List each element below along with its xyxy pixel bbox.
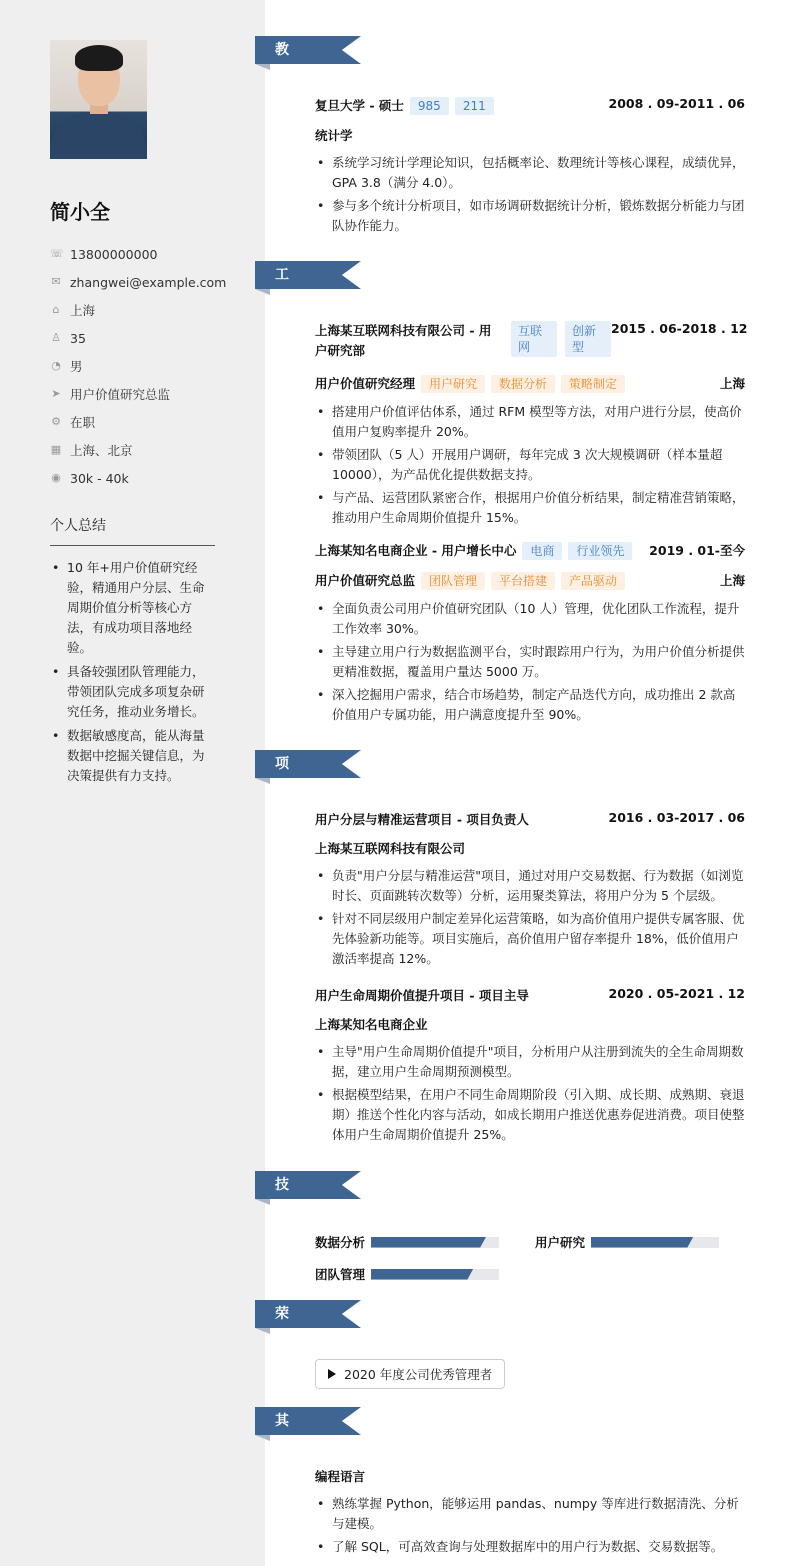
education-date: 2008 . 09-2011 . 06 bbox=[608, 96, 745, 111]
project-org: 上海某互联网科技有限公司 bbox=[315, 841, 466, 856]
project-item: • 负责"用户分层与精准运营"项目，通过对用户交易数据、行为数据（如浏览时长、页面跳转次数等）分析，运用聚类算法，将用户分为 5 个层级。 bbox=[315, 866, 745, 906]
other-title: 编程语言 bbox=[315, 1469, 366, 1484]
role-title: 用户价值研究总监 bbox=[315, 573, 416, 588]
skill bbox=[315, 1233, 499, 1251]
company-tag: 行业领先 bbox=[568, 542, 632, 560]
contact-row bbox=[50, 464, 250, 492]
contact-row bbox=[50, 268, 250, 296]
project-title: 用户生命周期价值提升项目 - 项目主导 bbox=[315, 988, 529, 1003]
project-entry bbox=[315, 810, 745, 972]
candidate-name: 简小全 bbox=[50, 200, 110, 224]
education-item: • 参与多个统计分析项目，如市场调研数据统计分析，锻炼数据分析能力与团队协作能力。 bbox=[315, 196, 745, 236]
work-entry bbox=[315, 541, 745, 728]
other-item: • 熟练掌握 Python，能够运用 pandas、numpy 等库进行数据清洗、分析与建模。 bbox=[315, 1494, 745, 1534]
home-icon: ⌂ bbox=[52, 303, 60, 316]
work-date: 2015 . 06-2018 . 12 bbox=[611, 321, 748, 336]
contact-text: 上海、北京 bbox=[70, 443, 133, 458]
skill bbox=[535, 1233, 719, 1251]
role-tag: 产品驱动 bbox=[561, 572, 625, 590]
work-item: • 带领团队（5 人）开展用户调研，每年完成 3 次大规模调研（样本量超 10000），为产品优化提供数据支持。 bbox=[315, 445, 745, 485]
contact-text: 上海 bbox=[70, 303, 96, 318]
summary-item: • 10 年+用户价值研究经验，精通用户分层、生命周期价值分析等核心方法，有成功项目落地经验。 bbox=[50, 558, 215, 658]
status-icon: ⚙ bbox=[51, 415, 61, 428]
role-tag: 用户研究 bbox=[421, 375, 485, 393]
education-entry bbox=[315, 96, 745, 239]
project-org: 上海某知名电商企业 bbox=[315, 1017, 428, 1032]
work-item: • 全面负责公司用户价值研究团队（10 人）管理，优化团队工作流程，提升工作效率 30%。 bbox=[315, 599, 745, 639]
contact-row bbox=[50, 324, 250, 352]
project-date: 2020 . 05-2021 . 12 bbox=[608, 986, 745, 1001]
project-date: 2016 . 03-2017 . 06 bbox=[608, 810, 745, 825]
company-tag: 互联网 bbox=[511, 321, 557, 357]
contact-text: 用户价值研究总监 bbox=[70, 387, 171, 402]
other-entry bbox=[315, 1467, 745, 1560]
project-title: 用户分层与精准运营项目 - 项目负责人 bbox=[315, 812, 529, 827]
gender-icon: ◔ bbox=[51, 359, 61, 372]
role-tag: 数据分析 bbox=[491, 375, 555, 393]
school-tag: 985 bbox=[410, 97, 449, 115]
skill-name: 数据分析 bbox=[315, 1235, 366, 1250]
project-item: • 针对不同层级用户制定差异化运营策略，如为高价值用户提供专属客服、优先体验新功能等。项目实施后，高价值用户留存率提升 18%，低价值用户激活率提高 12%。 bbox=[315, 909, 745, 969]
award-badge bbox=[315, 1359, 505, 1389]
summary-list bbox=[50, 558, 215, 790]
summary-item: • 数据敏感度高，能从海量数据中挖掘关键信息，为决策提供有力支持。 bbox=[50, 726, 215, 786]
project-entry bbox=[315, 986, 745, 1148]
contact-list bbox=[50, 240, 250, 492]
project-item: • 根据模型结果，在用户不同生命周期阶段（引入期、成长期、成熟期、衰退期）推送个性化内容与活动，如成长期用户推送优惠券促进消费。项目使整体用户生命周期价值提升 25%。 bbox=[315, 1085, 745, 1145]
company-tag: 电商 bbox=[522, 542, 562, 560]
company-tag: 创新型 bbox=[565, 321, 611, 357]
phone-icon: ☏ bbox=[50, 247, 64, 260]
skill-name: 团队管理 bbox=[315, 1267, 366, 1282]
play-icon bbox=[328, 1369, 336, 1379]
contact-text: 35 bbox=[70, 330, 86, 346]
company-name: 上海某互联网科技有限公司 - 用户研究部 bbox=[315, 323, 492, 358]
award-text: 2020 年度公司优秀管理者 bbox=[344, 1367, 493, 1382]
contact-row bbox=[50, 408, 250, 436]
skill-bar bbox=[371, 1237, 499, 1248]
skill bbox=[315, 1265, 499, 1283]
work-item: • 搭建用户价值评估体系，通过 RFM 模型等方法，对用户进行分层，使高价值用户复购率提升 20%。 bbox=[315, 402, 745, 442]
contact-text: zhangwei@example.com bbox=[70, 274, 227, 290]
other-item: • 了解 SQL，可高效查询与处理数据库中的用户行为数据、交易数据等。 bbox=[315, 1537, 745, 1557]
skill-bar bbox=[371, 1269, 499, 1280]
role-tag: 策略制定 bbox=[561, 375, 625, 393]
major: 统计学 bbox=[315, 128, 353, 143]
school-name: 复旦大学 - 硕士 bbox=[315, 98, 404, 113]
contact-text: 30k - 40k bbox=[70, 470, 129, 486]
age-icon: ♙ bbox=[51, 331, 61, 344]
contact-text: 13800000000 bbox=[70, 246, 158, 262]
work-item: • 深入挖掘用户需求，结合市场趋势，制定产品迭代方向，成功推出 2 款高价值用户专属功能，用户满意度提升至 90%。 bbox=[315, 685, 745, 725]
salary-icon: ◉ bbox=[51, 471, 61, 484]
skill-name: 用户研究 bbox=[535, 1235, 586, 1250]
summary-title: 个人总结 bbox=[50, 515, 215, 546]
contact-text: 在职 bbox=[70, 415, 96, 430]
avatar bbox=[50, 40, 147, 159]
company-name: 上海某知名电商企业 - 用户增长中心 bbox=[315, 543, 517, 558]
role-title: 用户价值研究经理 bbox=[315, 376, 416, 391]
work-city: 上海 bbox=[719, 573, 745, 588]
project-item: • 主导"用户生命周期价值提升"项目，分析用户从注册到流失的全生命周期数据，建立用户生命周期预测模型。 bbox=[315, 1042, 745, 1082]
work-item: • 与产品、运营团队紧密合作，根据用户价值分析结果，制定精准营销策略，推动用户生命周期价值提升 15%。 bbox=[315, 488, 745, 528]
school-tag: 211 bbox=[455, 97, 494, 115]
building-icon: ▦ bbox=[50, 443, 62, 456]
contact-row bbox=[50, 380, 250, 408]
work-date: 2019 . 01-至今 bbox=[649, 543, 745, 558]
contact-row bbox=[50, 240, 250, 268]
mail-icon: ✉ bbox=[51, 275, 61, 288]
contact-text: 男 bbox=[70, 359, 83, 374]
role-tag: 团队管理 bbox=[421, 572, 485, 590]
contact-row bbox=[50, 352, 250, 380]
work-item: • 主导建立用户行为数据监测平台，实时跟踪用户行为，为用户价值分析提供更精准数据，覆盖用户量达 5000 万。 bbox=[315, 642, 745, 682]
role-tag: 平台搭建 bbox=[491, 572, 555, 590]
work-city: 上海 bbox=[719, 376, 745, 391]
contact-row bbox=[50, 436, 250, 464]
send-icon: ➤ bbox=[51, 387, 61, 400]
summary-item: • 具备较强团队管理能力，带领团队完成多项复杂研究任务，推动业务增长。 bbox=[50, 662, 215, 722]
skill-bar bbox=[591, 1237, 719, 1248]
work-entry bbox=[315, 321, 748, 531]
contact-row bbox=[50, 296, 250, 324]
education-item: • 系统学习统计学理论知识，包括概率论、数理统计等核心课程，成绩优异，GPA 3.8（满分 4.0）。 bbox=[315, 153, 745, 193]
